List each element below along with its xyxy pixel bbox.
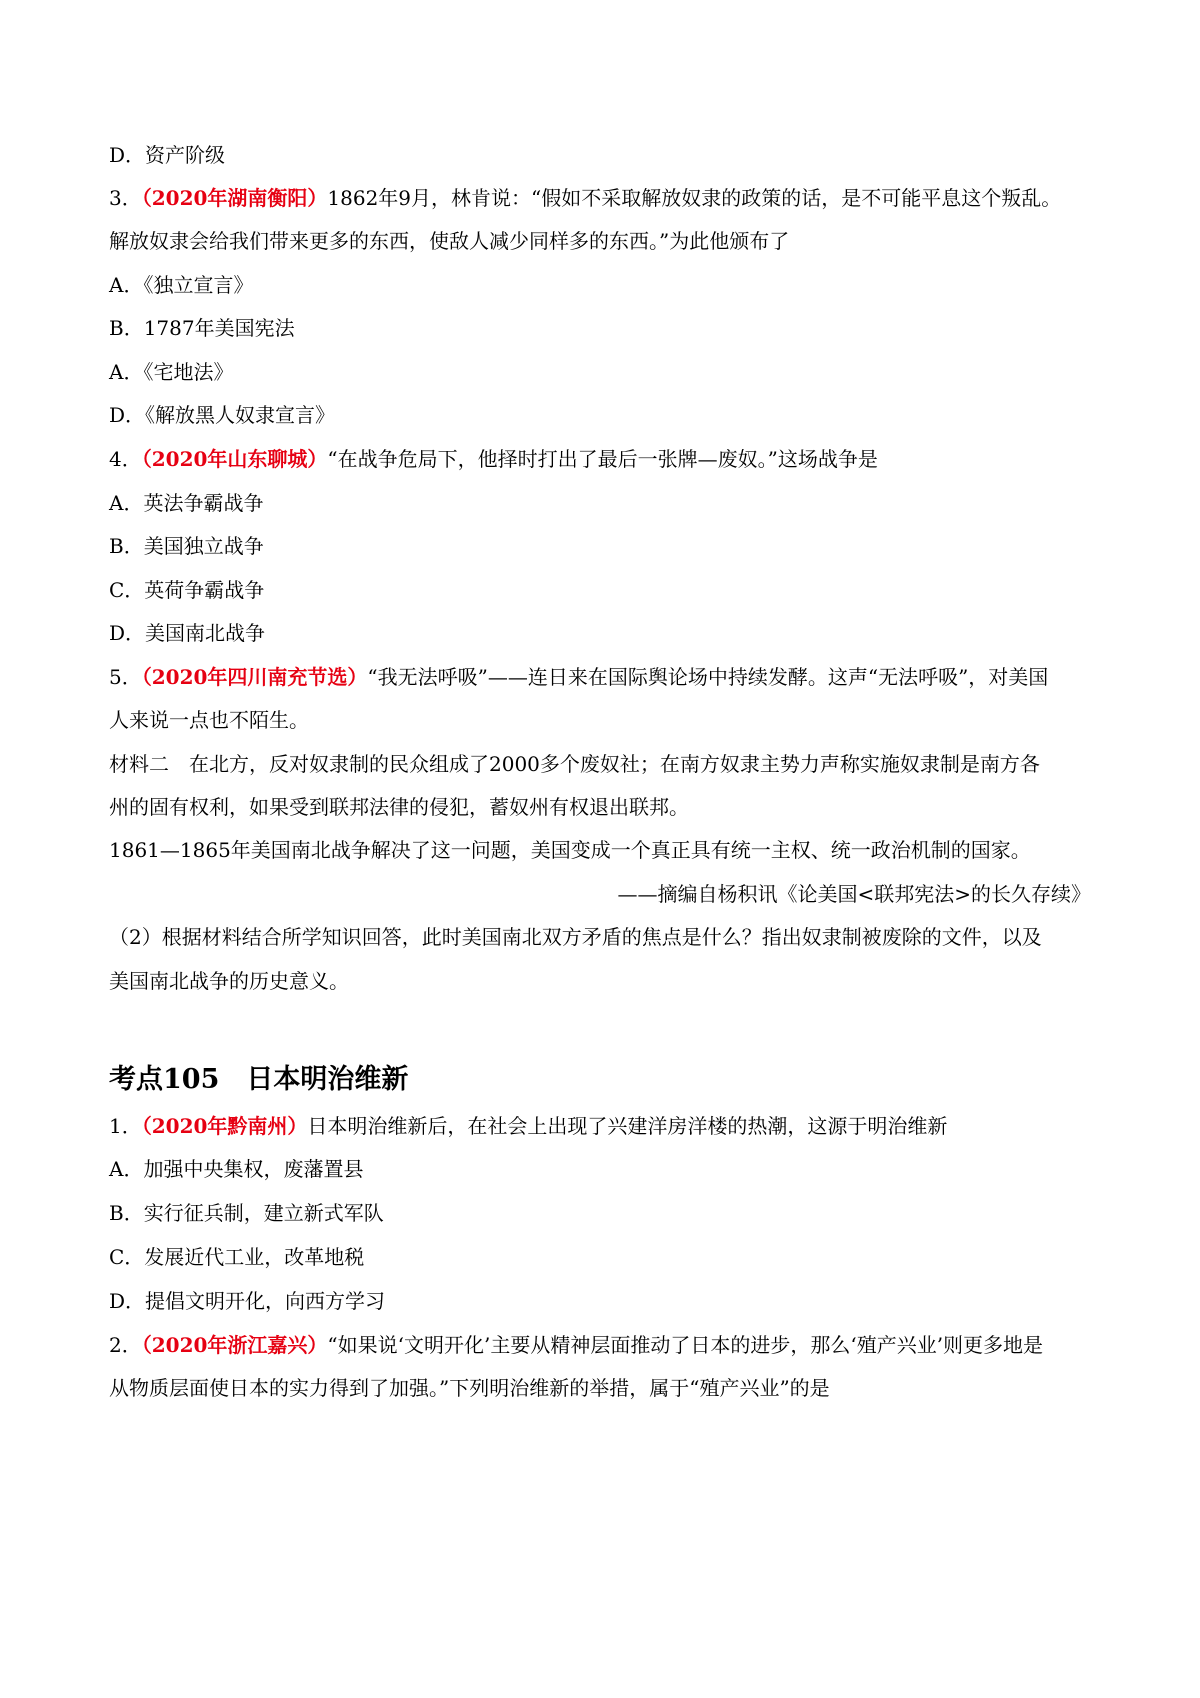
text-line: 从物质层面使日本的实力得到了加强。”下列明治维新的举措，属于“殖产兴业”的是	[109, 1376, 830, 1400]
text-line: B．实行征兵制，建立新式军队	[109, 1201, 384, 1225]
text-line: 1861—1865年美国南北战争解决了这一问题，美国变成一个真正具有统一主权、统一政治机制的国家。	[109, 838, 1031, 862]
question-source-label: （2020年山东聊城）	[141, 447, 328, 471]
text-line: D．美国南北战争	[109, 621, 266, 645]
question-line	[109, 1112, 947, 1140]
question-number: 3．	[109, 186, 142, 210]
question-line	[109, 1331, 1043, 1359]
text-line: A．《宅地法》	[109, 360, 234, 384]
question-text: “我无法呼吸”——连日来在国际舆论场中持续发酵。这声“无法呼吸”，对美国	[367, 665, 1049, 689]
text-line: 美国南北战争的历史意义。	[109, 969, 349, 993]
question-number: 1．	[109, 1114, 142, 1138]
question-number: 5．	[109, 665, 142, 689]
text-line: D．资产阶级	[109, 143, 226, 167]
question-number: 4．	[109, 447, 142, 471]
text-line: A．英法争霸战争	[109, 491, 264, 515]
text-line: A．加强中央集权，废藩置县	[109, 1157, 364, 1181]
text-line: C．发展近代工业，改革地税	[109, 1245, 365, 1269]
text-line: B．1787年美国宪法	[109, 316, 295, 340]
question-line	[109, 184, 1061, 212]
question-text: “在战争危局下，他择时打出了最后一张牌—废奴。”这场战争是	[327, 447, 878, 471]
question-text: 1862年9月，林肯说：“假如不采取解放奴隶的政策的话，是不可能平息这个叛乱。	[327, 186, 1062, 210]
question-text: “如果说‘文明开化’主要从精神层面推动了日本的进步，那么‘殖产兴业’则更多地是	[327, 1333, 1044, 1357]
text-line: B．美国独立战争	[109, 534, 264, 558]
section-heading: 考点105 日本明治维新	[109, 1064, 409, 1095]
text-line: A．《独立宣言》	[109, 273, 254, 297]
citation-line: ——摘编自杨积讯《论美国<联邦宪法>的长久存续》	[617, 882, 1091, 906]
question-source-label: （2020年浙江嘉兴）	[141, 1333, 328, 1357]
question-line	[109, 445, 878, 473]
question-number: 2．	[109, 1333, 142, 1357]
text-line: D．提倡文明开化，向西方学习	[109, 1289, 386, 1313]
question-source-label: （2020年湖南衡阳）	[141, 186, 328, 210]
text-line: （2）根据材料结合所学知识回答，此时美国南北双方矛盾的焦点是什么？指出奴隶制被废除的文件，以及	[109, 925, 1042, 949]
text-line: 州的固有权利，如果受到联邦法律的侵犯，蓄奴州有权退出联邦。	[109, 795, 689, 819]
text-line: 材料二 在北方，反对奴隶制的民众组成了2000多个废奴社；在南方奴隶主势力声称实施奴隶制是南方各	[109, 752, 1040, 776]
question-source-label: （2020年黔南州）	[141, 1114, 308, 1138]
question-text: 日本明治维新后，在社会上出现了兴建洋房洋楼的热潮，这源于明治维新	[307, 1114, 948, 1138]
text-line: D．《解放黑人奴隶宣言》	[109, 403, 336, 427]
text-line: 解放奴隶会给我们带来更多的东西，使敌人减少同样多的东西。”为此他颁布了	[109, 229, 790, 253]
text-line: 人来说一点也不陌生。	[109, 708, 309, 732]
text-line: C．英荷争霸战争	[109, 578, 265, 602]
question-line	[109, 663, 1048, 691]
question-source-label: （2020年四川南充节选）	[141, 665, 368, 689]
